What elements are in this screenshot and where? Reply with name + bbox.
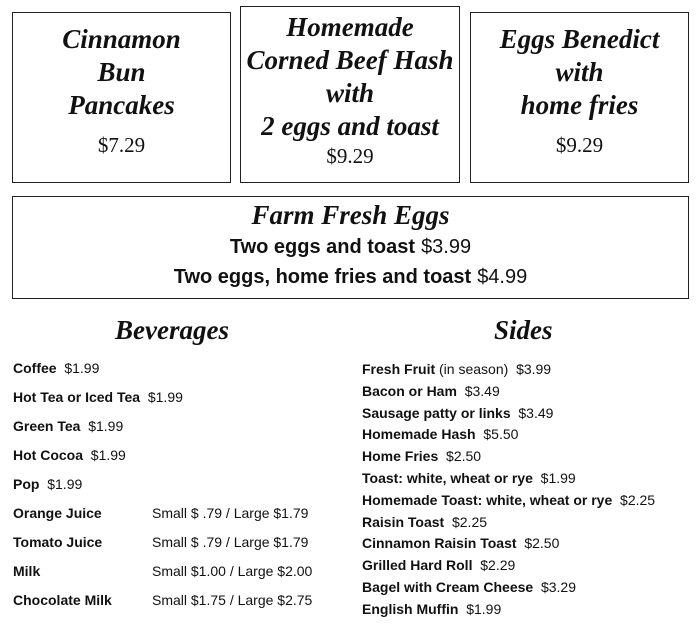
special-title-line: home fries [520,90,639,120]
side-item [362,383,698,405]
special-title [241,11,459,143]
side-price: $2.50 [524,535,560,552]
special-title-line: with [555,57,604,87]
special-price: $7.29 [97,133,146,157]
side-item [362,470,698,492]
sides-list [362,361,698,623]
beverage-name: Milk [13,563,41,579]
side-price: $2.25 [451,513,488,530]
special-title-line: Corned Beef Hash [246,45,454,75]
special-title-line: with [325,78,375,108]
side-item [362,492,698,514]
beverage-item [13,389,353,418]
side-item [362,557,698,579]
side-name: Bacon or Ham [362,382,457,399]
side-price: $3.49 [518,404,554,421]
side-name: Cinnamon Raisin Toast [362,535,517,552]
side-name: Sausage patty or links [362,404,511,421]
side-name: Grilled Hard Roll [362,557,473,574]
side-price: $1.99 [466,600,502,617]
side-name: Bagel with Cream Cheese [362,578,534,595]
beverage-price: $1.99 [47,476,83,492]
beverage-name: Pop [13,476,40,492]
eggs-menu-item [13,232,688,262]
eggs-item-price: $4.99 [477,266,528,288]
beverage-price: $1.99 [64,360,100,376]
side-item [362,426,698,448]
special-title-line: Homemade [286,12,414,42]
beverage-item [13,592,353,621]
eggs-item-price: $3.99 [421,236,472,258]
side-item [362,601,698,623]
special-card-corned-beef-hash [240,6,460,183]
eggs-item-name: Two eggs and toast [229,236,416,258]
side-note: (in season) [439,361,509,377]
special-title-line: Pancakes [68,90,175,120]
beverage-item [13,534,353,563]
beverage-sizes: Small $ .79 / Large $1.79 [152,534,309,550]
side-name: Homemade Toast: white, wheat or rye [362,491,613,508]
side-price: $3.99 [516,361,552,377]
side-item [362,405,698,427]
special-price: $9.29 [555,133,604,157]
side-name: Homemade Hash [362,426,476,443]
side-price: $3.29 [540,578,576,595]
beverage-item [13,476,353,505]
beverage-item [13,360,353,389]
special-title [13,23,230,122]
special-title-line: 2 eggs and toast [261,111,439,141]
special-title-line: Bun [97,57,146,87]
side-price: $2.50 [446,448,482,465]
beverage-name: Green Tea [13,418,81,434]
beverages-title: Beverages [115,315,229,345]
side-item [362,514,698,536]
eggs-menu-item [13,262,688,292]
side-name: English Muffin [362,600,459,617]
beverage-item [13,447,353,476]
special-title [471,23,688,122]
side-price: $5.50 [483,426,519,443]
side-price: $3.49 [464,382,500,399]
side-price: $2.25 [620,491,656,508]
side-name: Home Fries [362,448,439,465]
special-title-line: Eggs Benedict [499,24,660,54]
beverage-sizes: Small $1.75 / Large $2.75 [152,592,313,608]
side-item [362,579,698,601]
special-title-line: Cinnamon [62,24,181,54]
special-card-cinnamon-bun-pancakes [12,12,231,183]
side-item [362,448,698,470]
farm-fresh-eggs-title: Farm Fresh Eggs [251,200,450,230]
beverage-sizes: Small $ .79 / Large $1.79 [152,505,309,521]
beverage-price: $1.99 [88,418,124,434]
beverages-list [13,360,353,621]
side-price: $2.29 [480,557,516,574]
side-item [362,535,698,557]
beverage-name: Hot Tea or Iced Tea [13,389,141,405]
beverage-name: Chocolate Milk [13,592,112,608]
beverage-name: Tomato Juice [13,534,103,550]
beverage-price: $1.99 [90,447,126,463]
beverage-sizes: Small $1.00 / Large $2.00 [152,563,313,579]
side-item [362,361,698,383]
farm-fresh-eggs-box [12,196,689,299]
side-name: Fresh Fruit [362,361,436,377]
beverage-item [13,418,353,447]
side-price: $1.99 [540,469,576,486]
eggs-item-name: Two eggs, home fries and toast [173,266,472,288]
beverage-name: Orange Juice [13,505,102,521]
beverage-item [13,563,353,592]
beverage-item [13,505,353,534]
beverage-name: Coffee [13,360,57,376]
special-price: $9.29 [326,144,374,168]
special-card-eggs-benedict [470,12,689,183]
beverage-price: $1.99 [147,389,183,405]
side-name: Raisin Toast [362,513,445,530]
sides-title: Sides [494,315,553,345]
beverage-name: Hot Cocoa [13,447,83,463]
side-name: Toast: white, wheat or rye [362,469,533,486]
